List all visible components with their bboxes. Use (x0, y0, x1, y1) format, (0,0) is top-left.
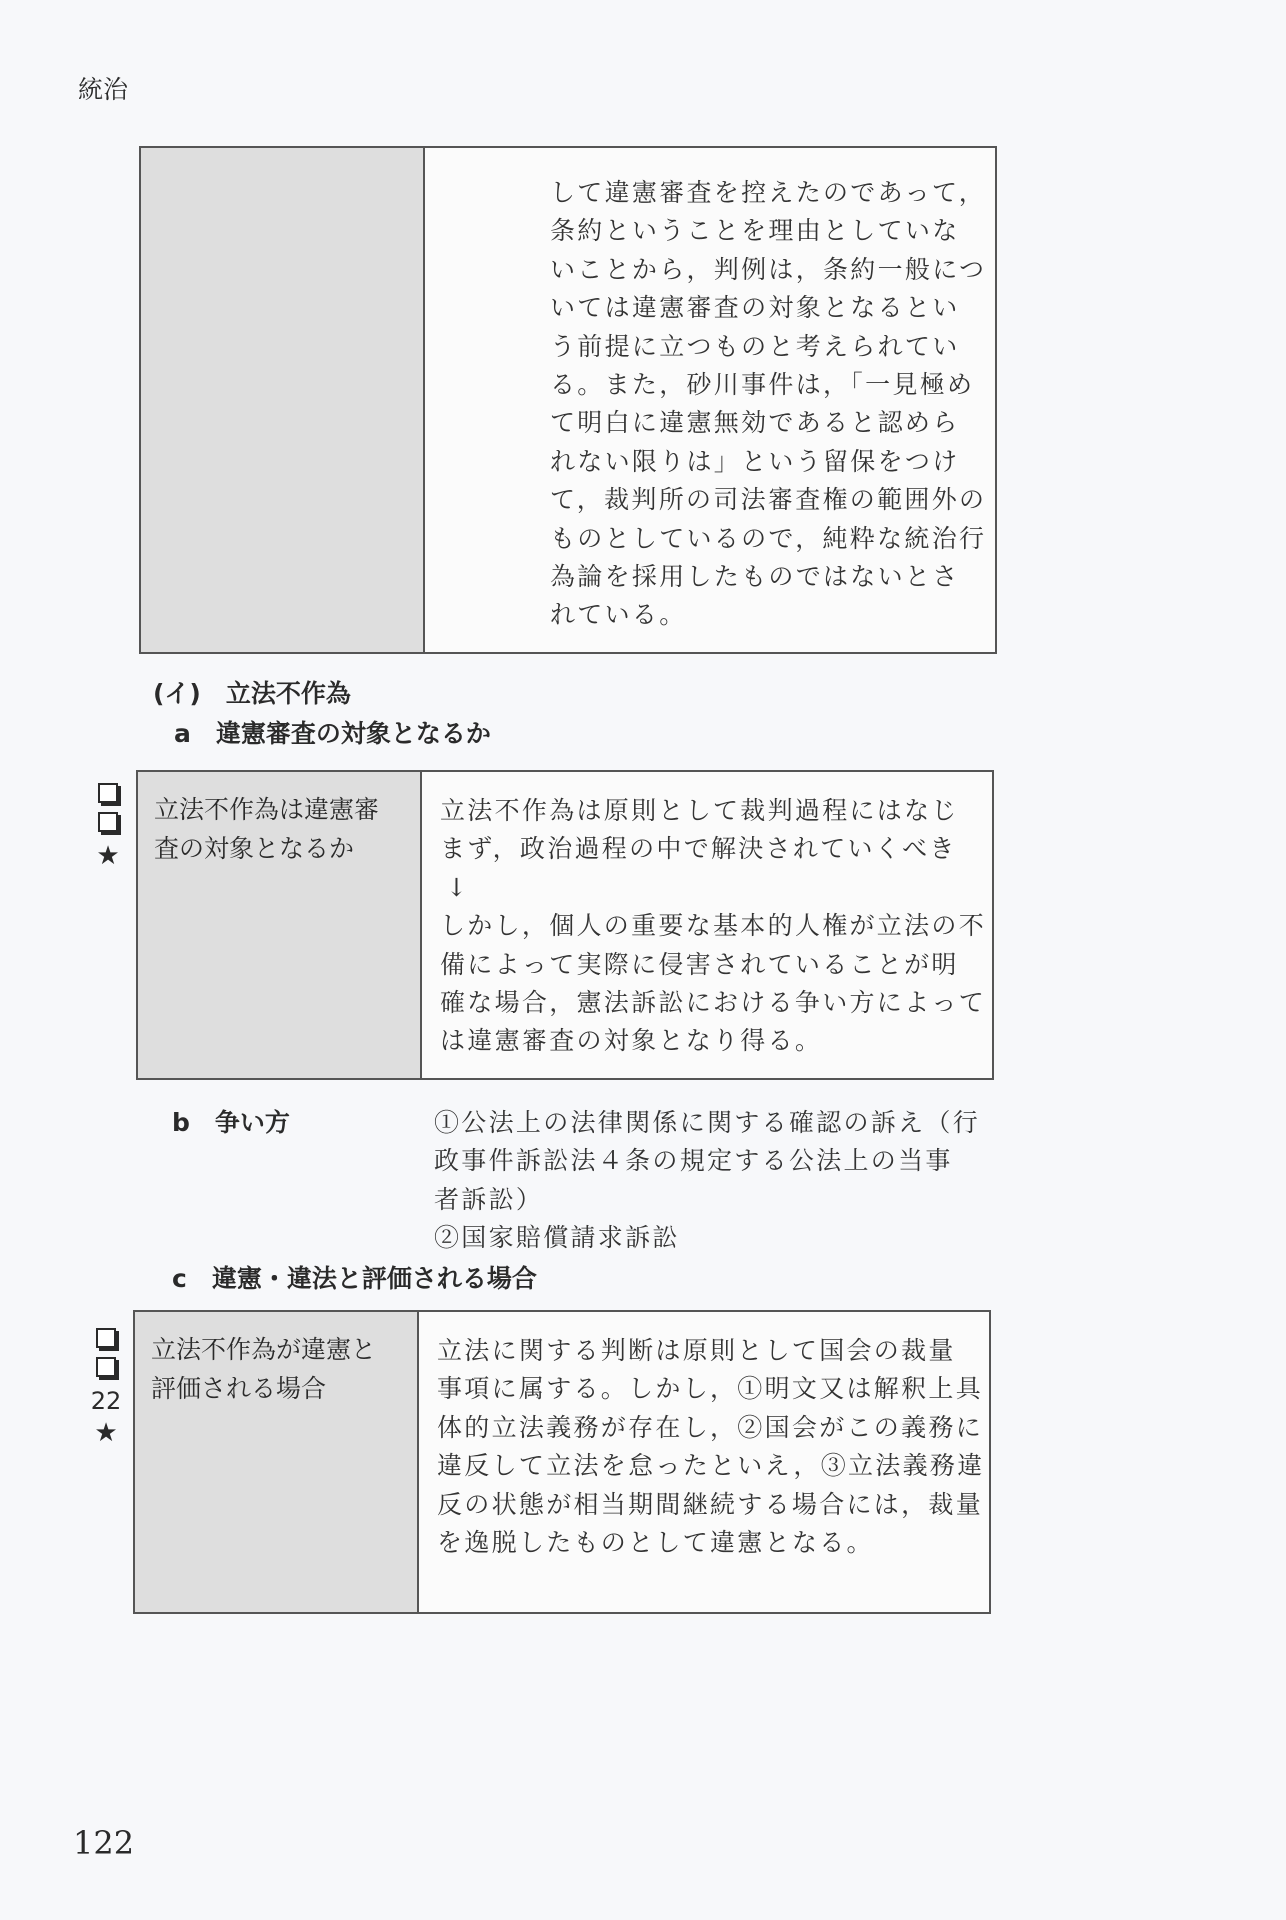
page-number: 122 (73, 1824, 135, 1862)
text-line: ②国家賠償請求訴訟 (434, 1223, 680, 1253)
topic-line: 査の対象となるか (154, 834, 355, 863)
text-line: 確な場合，憲法訴訟における争い方によって (440, 988, 987, 1018)
text-line: 反の状態が相当期間継続する場合には，裁量 (437, 1489, 984, 1519)
section-heading-a: a 違憲審査の対象となるか (174, 719, 491, 748)
checkbox[interactable] (96, 1357, 116, 1377)
section-heading-c: c 違憲・違法と評価される場合 (172, 1264, 537, 1293)
topic-line: 評価される場合 (151, 1374, 327, 1403)
checkbox[interactable] (98, 783, 118, 803)
text-line: て，裁判所の司法審査権の範囲外の (550, 485, 987, 515)
review-marks (90, 783, 126, 871)
text-line: 立法に関する判断は原則として国会の裁量 (437, 1336, 956, 1365)
text-line: う前提に立つものと考えられてい (550, 331, 960, 361)
arrow-down-icon: ↓ (446, 872, 470, 902)
dispute-methods (434, 1104, 980, 1258)
text-line: を逸脱したものとして違憲となる。 (437, 1528, 874, 1558)
checkbox[interactable] (98, 812, 118, 832)
text-line: 体的立法義務が存在し，②国会がこの義務に (437, 1412, 984, 1442)
text-line: る。また，砂川事件は，「一見極め (550, 370, 975, 400)
text-line: いことから，判例は，条約一般につ (550, 254, 987, 284)
text-line: ①公法上の法律関係に関する確認の訴え（行 (434, 1108, 981, 1137)
section-heading-b: b 争い方 (172, 1108, 290, 1137)
text-line: 立法不作為は原則として裁判過程にはなじ (440, 796, 959, 825)
text-line: ものとしているので，純粋な統治行 (550, 523, 987, 553)
text-line: れない限りは」という留保をつけ (550, 446, 960, 476)
text-line: 備によって実際に侵害されていることが明 (440, 949, 959, 979)
review-marks (88, 1328, 124, 1448)
section-heading-i: (イ) 立法不作為 (153, 679, 351, 708)
frequency-number: 22 (90, 1387, 122, 1415)
topic-cell (138, 772, 422, 1078)
explanation-cell (422, 772, 986, 1078)
text-line: れている。 (550, 600, 687, 630)
topic-cell-empty (141, 148, 425, 652)
chapter-header: 統治 (78, 75, 129, 104)
explanation-cell (419, 1312, 985, 1612)
summary-table-unconstitutional (133, 1310, 991, 1614)
text-line: して違憲審査を控えたのであって， (550, 178, 987, 207)
text-line: 事項に属する。しかし，①明文又は解釈上具 (437, 1374, 984, 1404)
text-line: 政事件訴訟法４条の規定する公法上の当事 (434, 1146, 953, 1176)
text-line: は違憲審査の対象となり得る。 (440, 1026, 823, 1056)
text-line: 者訴訟） (434, 1184, 544, 1214)
text-line: しかし，個人の重要な基本的人権が立法の不 (440, 911, 987, 941)
star-icon: ★ (94, 1418, 118, 1448)
topic-line: 立法不作為が違憲と (151, 1335, 377, 1364)
summary-table-review-target (136, 770, 994, 1080)
text-line: いては違憲審査の対象となるとい (550, 293, 960, 323)
text-line: 為論を採用したものではないとさ (550, 562, 960, 592)
topic-line: 立法不作為は違憲審 (154, 795, 380, 824)
text-line: まず，政治過程の中で解決されていくべき (440, 834, 957, 864)
checkbox[interactable] (96, 1328, 116, 1348)
star-icon: ★ (96, 841, 120, 871)
summary-table-continued (139, 146, 997, 654)
explanation-cell (425, 148, 986, 652)
topic-cell (135, 1312, 419, 1612)
text-line: 条約ということを理由としていな (550, 216, 960, 246)
text-line: 違反して立法を怠ったといえ，③立法義務違 (437, 1451, 985, 1481)
text-line: て明白に違憲無効であると認めら (550, 408, 960, 438)
